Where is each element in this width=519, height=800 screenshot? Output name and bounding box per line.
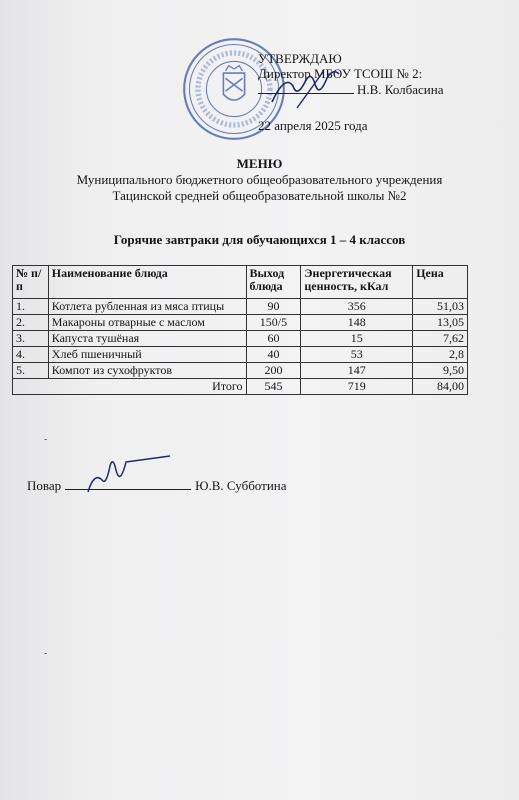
menu-subtitle: Горячие завтраки для обучающихся 1 – 4 классов xyxy=(113,232,406,247)
document-header xyxy=(0,156,519,204)
total-output: 545 xyxy=(246,379,301,395)
table-row xyxy=(13,315,468,331)
director-name: Н.В. Колбасина xyxy=(357,82,444,97)
menu-title: МЕНЮ xyxy=(236,156,283,171)
approval-heading: УТВЕРЖДАЮ xyxy=(258,51,342,66)
table-row xyxy=(13,347,468,363)
cook-label: Повар xyxy=(27,478,62,493)
dish-name: Хлеб пшеничный xyxy=(48,347,246,363)
dish-price: 51,03 xyxy=(413,299,468,315)
table-row xyxy=(13,363,468,379)
margin-mark: - xyxy=(44,434,48,445)
dish-output: 200 xyxy=(246,363,301,379)
approval-date: 22 апреля 2025 года xyxy=(258,118,368,133)
org-line-1: Муниципального бюджетного общеобразовательного учреждения xyxy=(76,172,443,187)
dish-price: 9,50 xyxy=(413,363,468,379)
dish-output: 150/5 xyxy=(246,315,301,331)
header-energy: Энергетическая ценность, кКал xyxy=(301,266,413,299)
header-number: № п/п xyxy=(13,266,49,299)
org-line-2: Тацинской средней общеобразовательной школы №2 xyxy=(112,188,407,203)
row-number: 2. xyxy=(13,315,49,331)
table-row xyxy=(13,299,468,315)
dish-kcal: 53 xyxy=(301,347,413,363)
table-total-row xyxy=(13,379,468,395)
dish-output: 90 xyxy=(246,299,301,315)
dish-price: 2,8 xyxy=(413,347,468,363)
dish-name: Макароны отварные с маслом xyxy=(48,315,246,331)
dish-output: 60 xyxy=(246,331,301,347)
cook-underline xyxy=(65,478,191,490)
dish-price: 13,05 xyxy=(413,315,468,331)
table-header-row xyxy=(13,266,468,299)
row-number: 5. xyxy=(13,363,49,379)
dish-output: 40 xyxy=(246,347,301,363)
total-price: 84,00 xyxy=(413,379,468,395)
row-number: 3. xyxy=(13,331,49,347)
table-row xyxy=(13,331,468,347)
row-number: 4. xyxy=(13,347,49,363)
total-label: Итого xyxy=(13,379,247,395)
dish-name: Капуста тушёная xyxy=(48,331,246,347)
dish-kcal: 356 xyxy=(301,299,413,315)
menu-table xyxy=(12,265,468,395)
dish-price: 7,62 xyxy=(413,331,468,347)
cook-signature-line xyxy=(27,478,287,494)
director-signature xyxy=(267,64,347,114)
header-output: Выход блюда xyxy=(246,266,301,299)
row-number: 1. xyxy=(13,299,49,315)
margin-mark: - xyxy=(44,648,48,659)
dish-name: Котлета рубленная из мяса птицы xyxy=(48,299,246,315)
dish-kcal: 15 xyxy=(301,331,413,347)
cook-name: Ю.В. Субботина xyxy=(195,478,287,493)
dish-kcal: 148 xyxy=(301,315,413,331)
dish-kcal: 147 xyxy=(301,363,413,379)
total-kcal: 719 xyxy=(301,379,413,395)
header-price: Цена xyxy=(413,266,468,299)
approval-position: Директор МБОУ ТСОШ № 2: xyxy=(258,66,423,81)
header-dish-name: Наименование блюда xyxy=(48,266,246,299)
dish-name: Компот из сухофруктов xyxy=(48,363,246,379)
